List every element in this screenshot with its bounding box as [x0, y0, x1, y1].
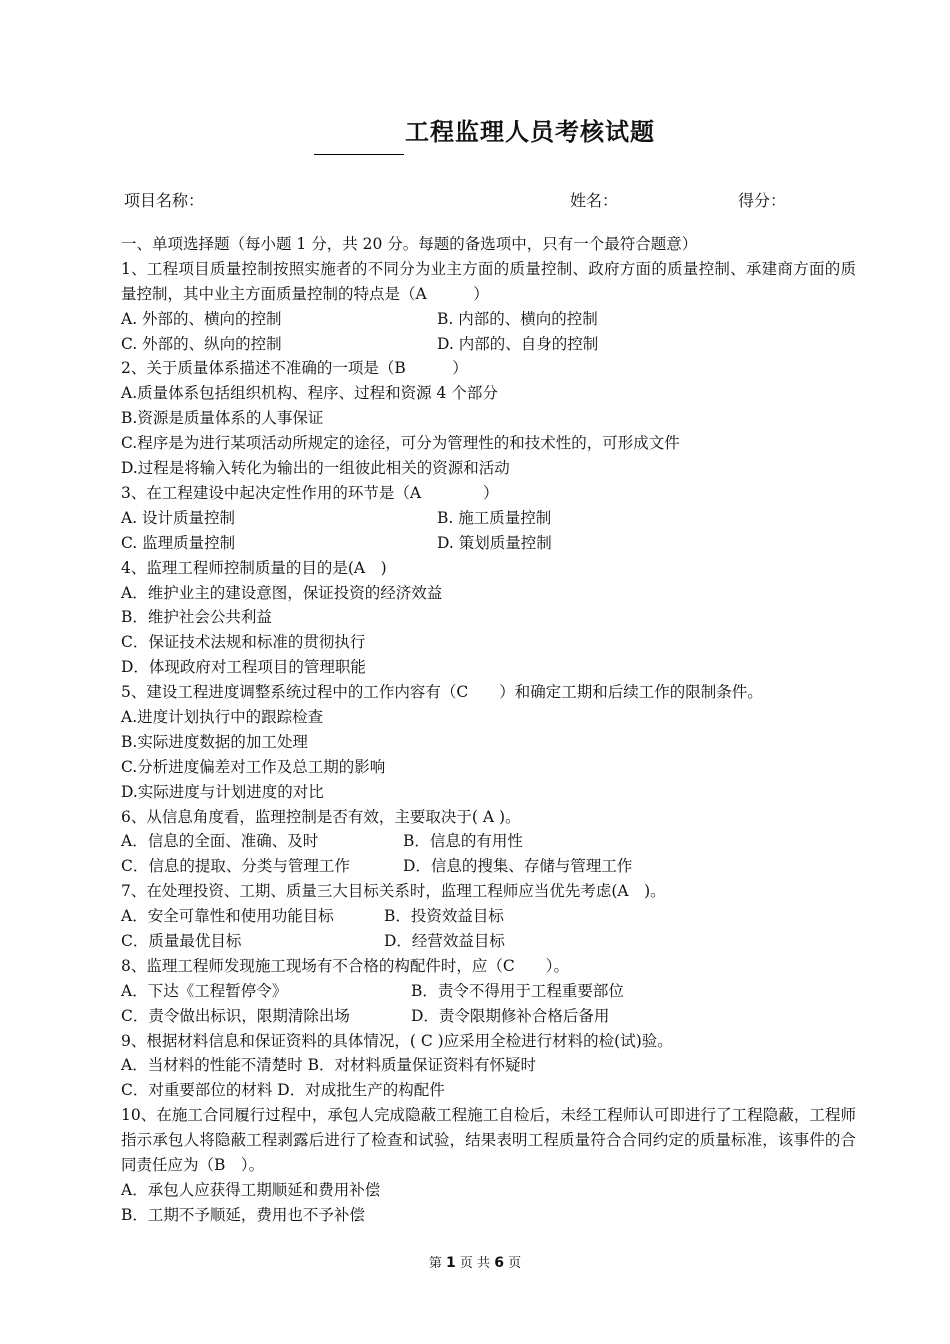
- q3-option-d: D. 策划质量控制: [437, 533, 552, 552]
- q2-option-b: B.资源是质量体系的人事保证: [121, 409, 324, 428]
- footer-suffix: 页: [508, 1256, 522, 1271]
- footer-prefix: 第: [428, 1256, 442, 1271]
- q3-option-c: C. 监理质量控制: [121, 533, 236, 552]
- q2-option-d: D.过程是将输入转化为输出的一组彼此相关的资源和活动: [121, 459, 510, 478]
- question-10: 10、在施工合同履行过程中，承包人完成隐蔽工程施工自检后，未经工程师认可即进行了工程隐蔽，工程师指示承包人将隐蔽工程剥露后进行了检查和试验，结果表明工程质量符合合同约定的质量标准，该事件的合同责任应为（B ）。: [121, 1106, 856, 1175]
- q2-option-a: A.质量体系包括组织机构、程序、过程和资源 4 个部分: [121, 384, 498, 403]
- q8-option-a: A．下达《工程暂停令》: [121, 981, 288, 1000]
- q9-options-ab: A．当材料的性能不清楚时 B．对材料质量保证资料有怀疑时: [121, 1056, 537, 1075]
- question-4: 4、监理工程师控制质量的目的是(A ): [121, 558, 387, 577]
- q5-option-a: A.进度计划执行中的跟踪检查: [121, 707, 324, 726]
- q1-option-d: D. 内部的、自身的控制: [437, 334, 599, 353]
- question-1: 1、工程项目质量控制按照实施者的不同分为业主方面的质量控制、政府方面的质量控制、承建商方面的质量控制，其中业主方面质量控制的特点是（A ）: [121, 259, 856, 303]
- page-footer: [0, 1252, 950, 1271]
- q3-options-row-2: [121, 531, 856, 556]
- q8-options-row-2: [121, 1004, 856, 1029]
- q7-option-b: B．投资效益目标: [384, 907, 504, 926]
- name-label: 姓名：: [570, 191, 619, 210]
- exam-content: [121, 232, 856, 1228]
- q7-option-c: C．质量最优目标: [121, 931, 242, 950]
- q3-options-row-1: [121, 506, 856, 531]
- title-underline: [314, 154, 404, 155]
- q6-options-row-1: [121, 829, 856, 854]
- q7-option-a: A．安全可靠性和使用功能目标: [121, 907, 334, 926]
- q8-option-b: B．责令不得用于工程重要部位: [411, 981, 624, 1000]
- q5-option-b: B.实际进度数据的加工处理: [121, 732, 308, 751]
- q4-option-a: A．维护业主的建设意图，保证投资的经济效益: [121, 583, 443, 602]
- q3-option-a: A. 设计质量控制: [121, 508, 236, 527]
- q4-option-b: B．维护社会公共利益: [121, 608, 272, 627]
- q7-options-row-2: [121, 929, 856, 954]
- q6-option-a: A．信息的全面、准确、及时: [121, 832, 319, 851]
- score-label: 得分：: [738, 191, 787, 210]
- q1-option-a: A. 外部的、横向的控制: [121, 309, 282, 328]
- q6-option-c: C．信息的提取、分类与管理工作: [121, 857, 350, 876]
- q5-option-d: D.实际进度与计划进度的对比: [121, 782, 324, 801]
- q1-option-c: C. 外部的、纵向的控制: [121, 334, 282, 353]
- question-6: 6、从信息角度看，监理控制是否有效，主要取决于( A )。: [121, 807, 521, 826]
- question-9: 9、根据材料信息和保证资料的具体情况，( C )应采用全检进行材料的检(试)验。: [121, 1031, 673, 1050]
- q1-options-row-2: [121, 332, 856, 357]
- footer-mid: 页 共: [459, 1256, 491, 1271]
- q4-option-c: C．保证技术法规和标准的贯彻执行: [121, 633, 366, 652]
- question-5: 5、建设工程进度调整系统过程中的工作内容有（C ）和确定工期和后续工作的限制条件。: [121, 683, 763, 702]
- q4-option-d: D．体现政府对工程项目的管理职能: [121, 658, 366, 677]
- question-3: 3、在工程建设中起决定性作用的环节是（A ）: [121, 483, 499, 502]
- q6-option-d: D．信息的搜集、存储与管理工作: [403, 857, 633, 876]
- page-title: 工程监理人员考核试题: [405, 118, 655, 146]
- q8-option-d: D．责令限期修补合格后备用: [411, 1006, 610, 1025]
- q7-option-d: D．经营效益目标: [384, 931, 505, 950]
- footer-total-pages: 6: [494, 1255, 504, 1271]
- q3-option-b: B. 施工质量控制: [437, 508, 552, 527]
- q10-option-a: A．承包人应获得工期顺延和费用补偿: [121, 1180, 381, 1199]
- q2-option-c: C.程序是为进行某项活动所规定的途径，可分为管理性的和技术性的，可形成文件: [121, 434, 680, 453]
- q1-option-b: B. 内部的、横向的控制: [437, 309, 598, 328]
- q5-option-c: C.分析进度偏差对工作及总工期的影响: [121, 757, 386, 776]
- q7-options-row-1: [121, 904, 856, 929]
- question-8: 8、监理工程师发现施工现场有不合格的构配件时，应（C ）。: [121, 956, 569, 975]
- question-2: 2、关于质量体系描述不准确的一项是（B ）: [121, 359, 468, 378]
- question-7: 7、在处理投资、工期、质量三大目标关系时，监理工程师应当优先考虑(A )。: [121, 882, 666, 901]
- q8-options-row-1: [121, 979, 856, 1004]
- q6-option-b: B．信息的有用性: [403, 832, 523, 851]
- footer-page-number: 1: [446, 1255, 456, 1271]
- q10-option-b: B．工期不予顺延，费用也不予补偿: [121, 1205, 365, 1224]
- section-heading: 一、单项选择题（每小题 1 分，共 20 分。每题的备选项中，只有一个最符合题意）: [121, 235, 698, 253]
- q1-options-row-1: [121, 307, 856, 332]
- q8-option-c: C．责令做出标识，限期清除出场: [121, 1006, 350, 1025]
- project-name-label: 项目名称：: [124, 191, 205, 210]
- q6-options-row-2: [121, 854, 856, 879]
- q9-options-cd: C．对重要部位的材料 D．对成批生产的构配件: [121, 1081, 445, 1100]
